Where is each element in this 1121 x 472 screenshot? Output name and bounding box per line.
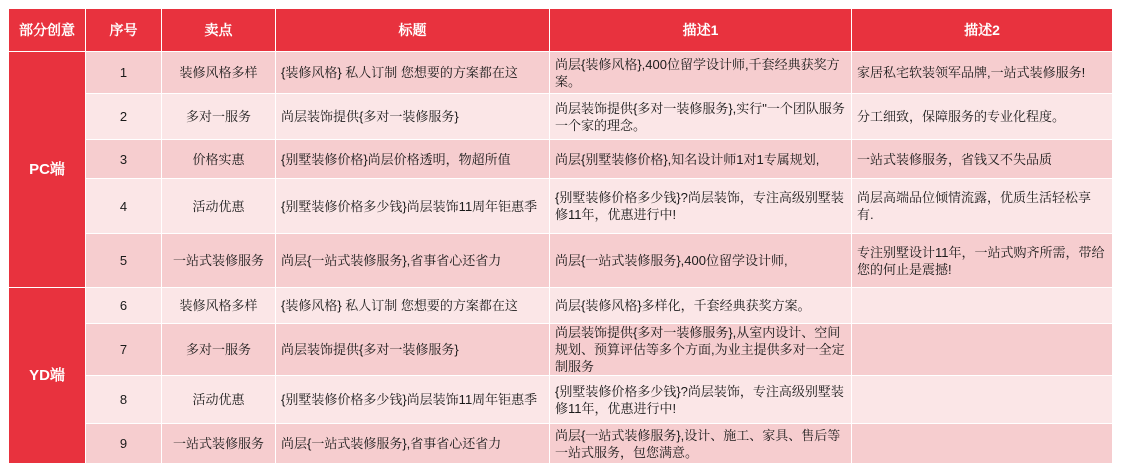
table-row-desc1: 尚层{装修风格}多样化，千套经典获奖方案。 (550, 288, 852, 324)
table-row-title: 尚层{一站式装修服务},省事省心还省力 (276, 234, 550, 288)
table-row-number: 6 (86, 288, 162, 324)
table-row-title: {别墅装修价格}尚层价格透明，物超所值 (276, 140, 550, 179)
table-row-desc2 (852, 424, 1113, 464)
table-row-point: 多对一服务 (162, 94, 276, 140)
table-row-title: {别墅装修价格多少钱}尚层装饰11周年钜惠季 (276, 179, 550, 234)
header-desc2: 描述2 (852, 9, 1113, 52)
table-row-desc2: 一站式装修服务，省钱又不失品质 (852, 140, 1113, 179)
table-row-number: 3 (86, 140, 162, 179)
table-row-title: 尚层装饰提供{多对一装修服务} (276, 324, 550, 376)
header-title: 标题 (276, 9, 550, 52)
table-row-point: 活动优惠 (162, 376, 276, 424)
table-row-desc1: 尚层{别墅装修价格},知名设计师1对1专属规划, (550, 140, 852, 179)
table-row-number: 1 (86, 52, 162, 94)
table-row-number: 7 (86, 324, 162, 376)
table-row-number: 5 (86, 234, 162, 288)
header-section: 部分创意 (9, 9, 86, 52)
table-row-point: 一站式装修服务 (162, 424, 276, 464)
header-desc1: 描述1 (550, 9, 852, 52)
table-row-desc2 (852, 324, 1113, 376)
table-row-desc2 (852, 376, 1113, 424)
table-row-title: {装修风格} 私人订制 您想要的方案都在这 (276, 288, 550, 324)
table-row-title: 尚层{一站式装修服务},省事省心还省力 (276, 424, 550, 464)
table-row-point: 装修风格多样 (162, 52, 276, 94)
table-row-desc1: {别墅装修价格多少钱}?尚层装饰，专注高级别墅装修11年，优惠进行中! (550, 376, 852, 424)
group-yd: YD端 (9, 288, 86, 464)
header-number: 序号 (86, 9, 162, 52)
table-row-desc2: 专注别墅设计11年，一站式购齐所需，带给您的何止是震撼! (852, 234, 1113, 288)
table-row-point: 价格实惠 (162, 140, 276, 179)
table-row-desc1: 尚层{装修风格},400位留学设计师,千套经典获奖方案。 (550, 52, 852, 94)
table-row-desc2: 分工细致，保障服务的专业化程度。 (852, 94, 1113, 140)
table-row-desc2 (852, 288, 1113, 324)
table-row-desc1: 尚层{一站式装修服务},400位留学设计师, (550, 234, 852, 288)
table-row-point: 活动优惠 (162, 179, 276, 234)
table-row-number: 4 (86, 179, 162, 234)
table-row-desc2: 尚层高端品位倾情流露，优质生活轻松享有. (852, 179, 1113, 234)
table-row-desc1: 尚层{一站式装修服务},设计、施工、家具、售后等一站式服务，包您满意。 (550, 424, 852, 464)
table-row-number: 8 (86, 376, 162, 424)
table-row-desc1: 尚层装饰提供{多对一装修服务},从室内设计、空间规划、预算评估等多个方面,为业主提供多对一全定制服务 (550, 324, 852, 376)
table-row-point: 一站式装修服务 (162, 234, 276, 288)
group-pc: PC端 (9, 52, 86, 288)
table-row-title: 尚层装饰提供{多对一装修服务} (276, 94, 550, 140)
header-selling-point: 卖点 (162, 9, 276, 52)
table-row-title: {装修风格} 私人订制 您想要的方案都在这 (276, 52, 550, 94)
table-row-point: 装修风格多样 (162, 288, 276, 324)
table-row-point: 多对一服务 (162, 324, 276, 376)
table-row-number: 2 (86, 94, 162, 140)
table-row-desc2: 家居私宅软装领军品牌,一站式装修服务! (852, 52, 1113, 94)
table-row-desc1: 尚层装饰提供{多对一装修服务},实行"一个团队服务一个家的理念。 (550, 94, 852, 140)
table-row-desc1: {别墅装修价格多少钱}?尚层装饰，专注高级别墅装修11年，优惠进行中! (550, 179, 852, 234)
table-row-title: {别墅装修价格多少钱}尚层装饰11周年钜惠季 (276, 376, 550, 424)
table-row-number: 9 (86, 424, 162, 464)
